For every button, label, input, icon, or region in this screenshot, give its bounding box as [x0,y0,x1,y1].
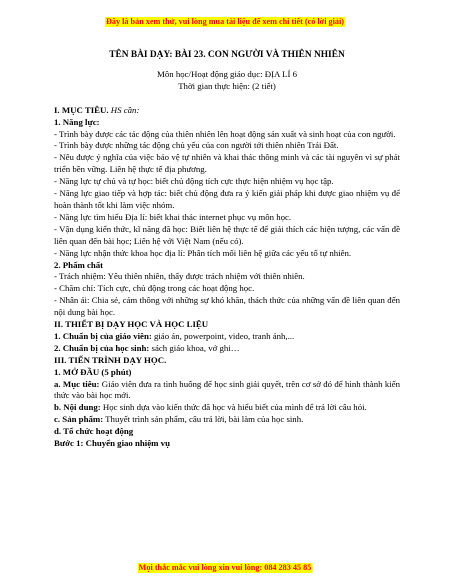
list-item: - Nhân ái: Chia sẻ, cảm thông với những sự khó khăn, thách thức của những vấn đề liên quan đến nội dung bài học. [54,295,400,318]
step-heading: Bước 1: Chuyển giao nhiệm vụ [54,438,170,449]
subject-line: Môn học/Hoạt động giáo dục: ĐỊA LÍ 6 [157,68,297,79]
list-item: - Nêu được ý nghĩa của việc bảo vệ tự nhiên và khai thác thông minh và các tài nguyên vì sự phát triển bền vững. Liên hệ thực tế địa phương. [54,152,400,175]
objective-item: a. Mục tiêu: Giáo viên đưa ra tình huống để học sinh giải quyết, trên cơ sở đó để hình thành kiến thức vào bài học mới. [54,378,400,401]
preview-banner: Đây là bản xem thử, vui lòng mua tài liệu để xem chi tiết (có lời giải) [105,17,345,26]
list-item: - Trách nhiệm: Yêu thiên nhiên, thấy được trách nhiệm với thiên nhiên. [54,271,305,282]
teacher-prep: 1. Chuẩn bị của giáo viên: giáo án, powerpoint, video, tranh ảnh,... [54,330,295,341]
list-item: - Chăm chỉ: Tích cực, chủ động trong các hoạt động học. [54,283,255,294]
list-item: - Năng lực tự chủ và tự học: biết chủ động tích cực thực hiện nhiệm vụ học tập. [54,176,334,187]
document-page [54,50,400,450]
student-prep: 2. Chuẩn bị của học sinh: sách giáo khoa, vở ghi… [54,342,240,353]
section-process-heading: III. TIẾN TRÌNH DẠY HỌC. [54,354,167,365]
opening-heading: 1. MỞ ĐẦU (5 phút) [54,366,132,377]
list-item: - Trình bày được các tác động của thiên nhiên lên hoạt động sản xuất và sinh hoạt của con người. [54,128,396,139]
qualities-heading: 2. Phẩm chất [54,259,104,270]
list-item: - Vận dụng kiến thức, kĩ năng đã học: Biết liên hệ thực tế để giải thích các hiện tượng, các vấn đề liên quan đến bài học; Liên hệ với Việt Nam (nếu có). [54,223,400,246]
duration-line: Thời gian thực hiện: (2 tiết) [178,80,276,91]
organization-heading: d. Tổ chức hoạt động [54,426,134,437]
section-equipment-heading: II. THIẾT BỊ DẠY HỌC VÀ HỌC LIỆU [54,319,209,330]
list-item: - Năng lực giao tiếp và hợp tác: biết chủ động đưa ra ý kiến giải pháp khi được giao nhiệm vụ để hoàn thành tốt khi làm việc nhóm. [54,188,400,210]
product-item: c. Sản phẩm: Thuyết trình sản phẩm, câu trả lời, bài làm của học sinh. [54,414,304,425]
competency-heading: 1. Năng lực: [54,116,100,127]
section-objectives-heading: I. MỤC TIÊU. HS cần: [54,104,140,115]
contact-footer: Mọi thắc mắc vui lòng xin vui lòng: 084 283 45 85 [138,563,312,572]
list-item: - Trình bày được những tác động chủ yếu của con người tới thiên nhiên Trái Đất. [54,140,339,151]
content-item: b. Nội dung: Học sinh dựa vào kiến thức đã học và hiểu biết của mình để trả lời câu hỏi. [54,402,367,413]
list-item: - Năng lực nhận thức khoa học địa lí: Phân tích mối liên hệ giữa các yếu tố tự nhiên. [54,247,352,258]
list-item: - Năng lực tìm hiểu Địa lí: biết khai thác internet phục vụ môn học. [54,211,292,222]
page-title: TÊN BÀI DẠY: BÀI 23. CON NGƯỜI VÀ THIÊN NHIÊN [109,50,345,60]
